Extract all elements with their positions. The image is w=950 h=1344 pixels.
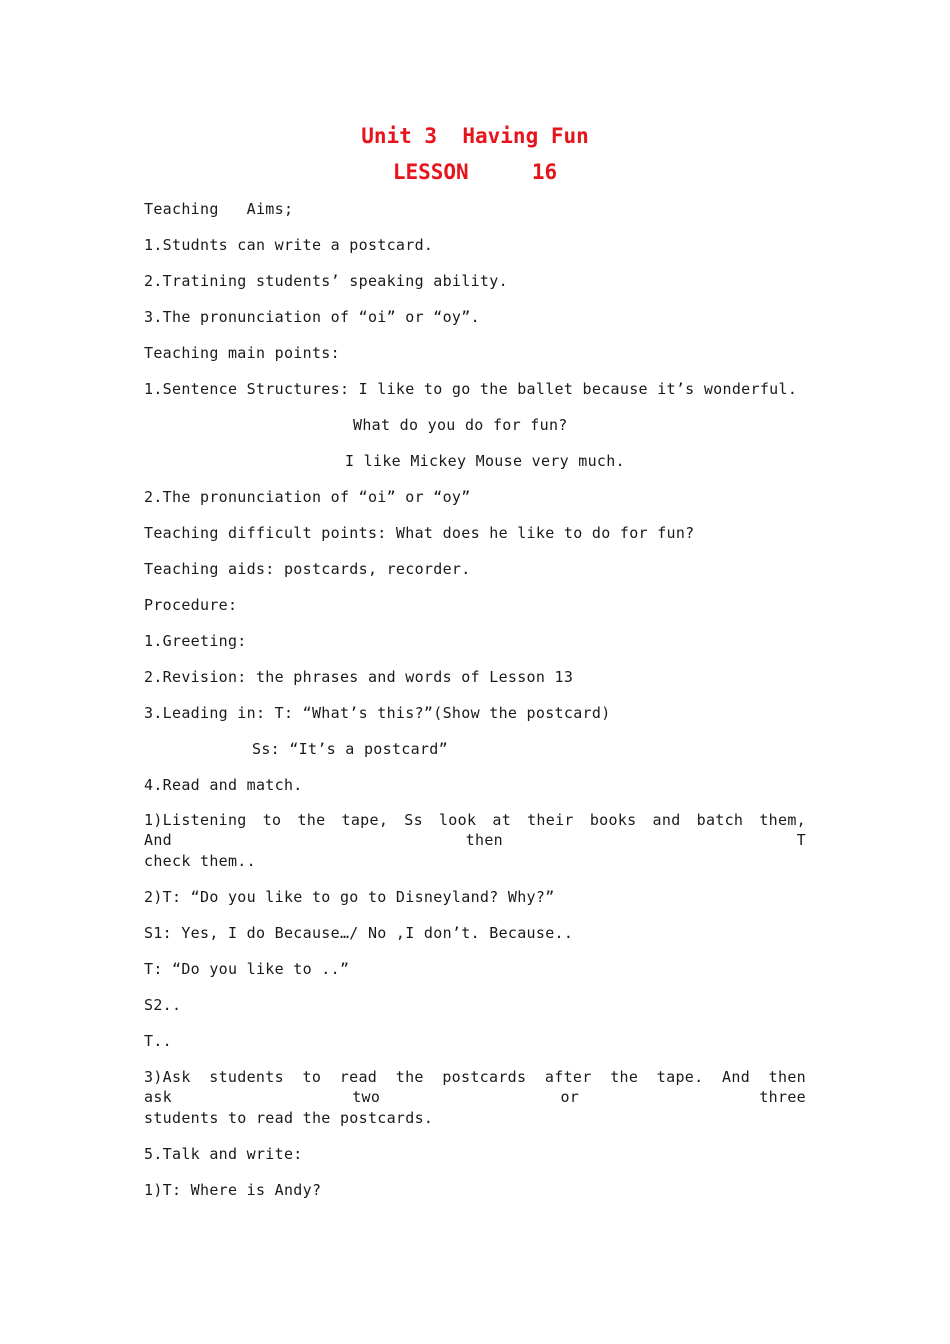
aim-item-3: 3.The pronunciation of “oi” or “oy”. xyxy=(144,308,480,326)
main-points-heading: Teaching main points: xyxy=(144,344,340,362)
aim-item-1: 1.Studnts can write a postcard. xyxy=(144,236,434,254)
step-4-item-2: 2)T: “Do you like to go to Disneyland? Why?” xyxy=(144,888,555,906)
dialogue-s1: S1: Yes, I do Because…/ No ,I don’t. Because.. xyxy=(144,924,574,942)
unit-title: Unit 3 Having Fun xyxy=(361,124,589,148)
lesson-title: LESSON 16 xyxy=(392,160,558,184)
step-4-item-1-cont: check them.. xyxy=(144,852,256,870)
dialogue-t: T: “Do you like to ..” xyxy=(144,960,350,978)
teaching-aims-heading: Teaching Aims; xyxy=(144,200,294,218)
procedure-step-5: 5.Talk and write: xyxy=(144,1145,303,1163)
main-point-1: 1.Sentence Structures: I like to go the ballet because it’s wonderful. xyxy=(144,380,798,398)
procedure-step-1: 1.Greeting: xyxy=(144,632,247,650)
procedure-heading: Procedure: xyxy=(144,596,238,614)
procedure-step-4: 4.Read and match. xyxy=(144,776,303,794)
procedure-step-3-response: Ss: “It’s a postcard” xyxy=(252,740,448,758)
difficult-points: Teaching difficult points: What does he like to do for fun? xyxy=(144,524,695,542)
teaching-aids: Teaching aids: postcards, recorder. xyxy=(144,560,471,578)
procedure-step-3: 3.Leading in: T: “What’s this?”(Show the postcard) xyxy=(144,704,611,722)
procedure-step-2: 2.Revision: the phrases and words of Lesson 13 xyxy=(144,668,574,686)
aim-item-2: 2.Tratining students’ speaking ability. xyxy=(144,272,508,290)
main-point-1-example-2: What do you do for fun? xyxy=(353,416,568,434)
step-4-item-1: 1)Listening to the tape, Ss look at their books and batch them, And then T xyxy=(144,811,806,849)
main-point-1-example-3: I like Mickey Mouse very much. xyxy=(345,452,625,470)
step-5-item-1: 1)T: Where is Andy? xyxy=(144,1181,322,1199)
dialogue-s2: S2.. xyxy=(144,996,182,1014)
dialogue-t2: T.. xyxy=(144,1032,172,1050)
main-point-2: 2.The pronunciation of “oi” or “oy” xyxy=(144,488,471,506)
step-4-item-3-cont: students to read the postcards. xyxy=(144,1109,434,1127)
step-4-item-3: 3)Ask students to read the postcards after the tape. And then ask two or three xyxy=(144,1068,806,1106)
